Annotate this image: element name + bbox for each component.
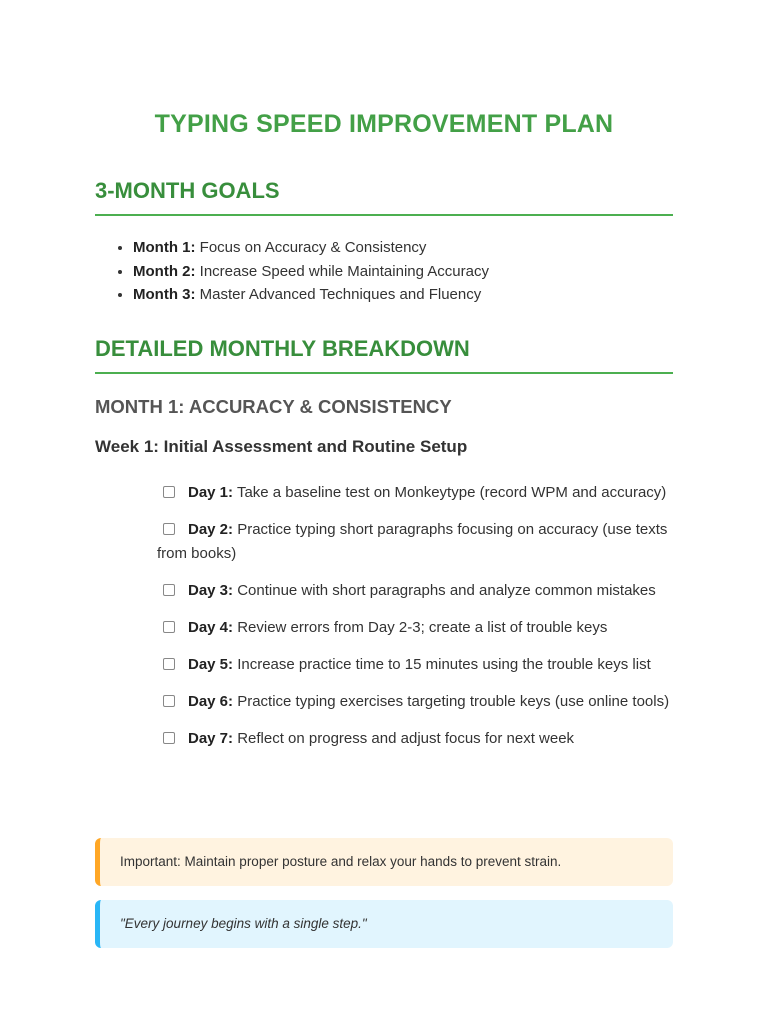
goal-label: Month 3:: [133, 286, 196, 303]
checklist-item: [157, 518, 673, 565]
day-label: Day 2:: [188, 521, 234, 538]
checklist-item: [157, 616, 673, 640]
goal-text: Focus on Accuracy & Consistency: [199, 239, 427, 256]
breakdown-heading: DETAILED MONTHLY BREAKDOWN: [95, 336, 673, 374]
day-text: Practice typing short paragraphs focusing on accuracy (use texts from books): [157, 521, 668, 562]
page-title: TYPING SPEED IMPROVEMENT PLAN: [154, 110, 614, 138]
day-text: Review errors from Day 2-3; create a list of trouble keys: [237, 618, 608, 636]
quote-callout: [95, 900, 673, 948]
checkbox[interactable]: [163, 658, 175, 670]
goal-item: [133, 236, 489, 260]
day-label: Day 7:: [188, 729, 234, 747]
day-label: Day 5:: [188, 655, 234, 673]
goal-item: [133, 260, 489, 284]
day-label: Day 6:: [188, 692, 234, 710]
checklist-item: [157, 727, 673, 751]
day-text: Take a baseline test on Monkeytype (record WPM and accuracy): [236, 484, 667, 501]
day-text: Reflect on progress and adjust focus for next week: [237, 729, 575, 747]
goals-heading: 3-MONTH GOALS: [95, 178, 673, 216]
checkbox[interactable]: [163, 732, 175, 744]
checklist-item: [157, 653, 673, 677]
goal-text: Master Advanced Techniques and Fluency: [199, 286, 482, 303]
checkbox[interactable]: [163, 621, 175, 633]
day-label: Day 3:: [188, 581, 234, 599]
goals-list: [115, 236, 489, 307]
checklist-item: [157, 481, 673, 505]
important-text: Important: Maintain proper posture and relax your hands to prevent strain.: [120, 854, 562, 869]
month-heading: MONTH 1: ACCURACY & CONSISTENCY: [95, 396, 452, 417]
day-label: Day 1:: [188, 484, 234, 501]
checkbox[interactable]: [163, 486, 175, 498]
goal-item: [133, 283, 489, 307]
goal-label: Month 2:: [133, 262, 196, 280]
checkbox[interactable]: [163, 584, 175, 596]
checklist-item: [157, 579, 673, 603]
day-checklist: [157, 481, 673, 764]
goal-label: Month 1:: [133, 239, 196, 256]
goal-text: Increase Speed while Maintaining Accuracy: [199, 262, 489, 280]
quote-text: "Every journey begins with a single step.": [120, 916, 367, 931]
day-label: Day 4:: [188, 618, 234, 636]
checkbox[interactable]: [163, 695, 175, 707]
day-text: Increase practice time to 15 minutes using the trouble keys list: [237, 655, 651, 673]
important-callout: [95, 838, 673, 886]
day-text: Continue with short paragraphs and analyze common mistakes: [237, 581, 656, 599]
checklist-item: [157, 690, 673, 714]
week-heading: Week 1: Initial Assessment and Routine Setup: [95, 437, 468, 456]
day-text: Practice typing exercises targeting trouble keys (use online tools): [237, 692, 670, 710]
checkbox[interactable]: [163, 523, 175, 535]
